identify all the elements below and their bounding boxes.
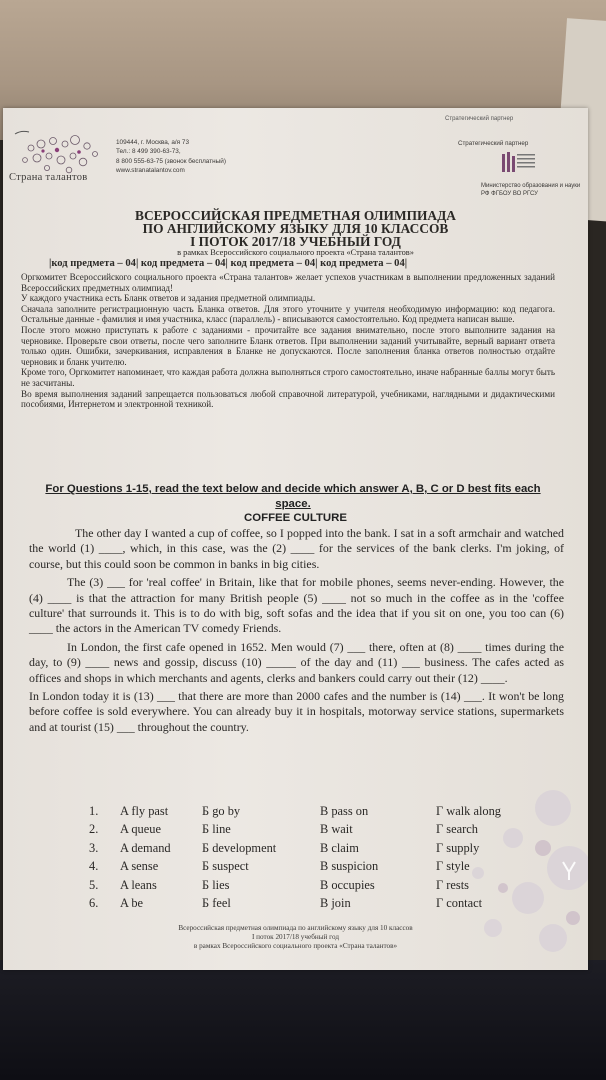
option-a: A leans — [120, 877, 157, 892]
footer-line: I поток 2017/18 учебный год — [251, 933, 339, 942]
intro-paragraph: Во время выполнения заданий запрещается пользоваться любой справочной литературой, учебниками, наглядными и дидактическими пособиями, Интернетом и электронной техникой. — [21, 388, 555, 410]
olympiad-title-line-1: ВСЕРОССИЙСКАЯ ПРЕДМЕТНАЯ ОЛИМПИАДА — [135, 208, 456, 223]
footer-line: в рамках Всероссийского социального проекта «Страна талантов» — [193, 942, 398, 951]
project-subtitle: в рамках Всероссийского социального проекта «Страна талантов» — [177, 248, 414, 257]
address-line: 109444, г. Москва, а/я 73 — [116, 139, 190, 146]
reading-text — [29, 526, 564, 738]
option-d: Г rests — [436, 877, 469, 892]
option-a: A fly past — [120, 804, 169, 818]
question-number: 2. — [89, 822, 99, 837]
option-c: В occupies — [320, 877, 375, 892]
intro-paragraph: Сначала заполните регистрационную часть Бланка ответов. Для этого уточните у учителя необходимую информацию: код педагога. Остальные данные - фамилия и имя участника, класс (параллель) - вписываются самостоятельно. Код предмета написан выше. — [21, 303, 555, 325]
option-c: В pass on — [320, 804, 369, 818]
option-b: Б go by — [202, 804, 241, 818]
answer-row — [89, 820, 559, 838]
instructions-block — [21, 272, 555, 410]
intro-paragraph: У каждого участника есть Бланк ответов и задания предметной олимпиады. — [21, 293, 316, 304]
text-title: COFFEE CULTURE — [244, 512, 347, 524]
task-instruction: For Questions 1-15, read the text below and decide which answer A, B, C or D best fits each space. — [45, 483, 541, 510]
subject-codes: |код предмета – 04| код предмета – 04| код предмета – 04| код предмета – 04| — [49, 258, 408, 269]
option-a: A be — [120, 895, 144, 910]
ministry-label: Министерство образования и науки РФ ФГБОУ ВО РГСУ — [481, 183, 581, 197]
university-logo-icon — [501, 150, 537, 178]
dark-background — [0, 960, 606, 1080]
answer-row — [89, 876, 559, 894]
option-b: Б feel — [202, 895, 231, 910]
question-number: 5. — [89, 877, 99, 892]
text-paragraph: In London, the first cafe opened in 1652. Men would (7) ___ there, often at (8) ____ times during the day, to (9) ____ news and gossip, discuss (10) _____ of the day and (11) ___ business. The cafes acted as offices and shops in which merchants and agents, clerks and bankers could carry out their (12) ____. — [29, 639, 564, 685]
answer-row — [89, 894, 559, 912]
option-c: В wait — [320, 822, 353, 837]
option-a: A queue — [120, 822, 161, 837]
option-a: A demand — [120, 840, 171, 855]
option-c: В suspicion — [320, 859, 379, 874]
olympiad-title-line-3: I ПОТОК 2017/18 УЧЕБНЫЙ ГОД — [190, 234, 401, 249]
phone-line: Тел.: 8 499 390-63-73, — [116, 148, 181, 156]
footer-line: Всероссийская предметная олимпиада по английскому языку для 10 классов — [178, 924, 413, 932]
partner-top-label: Стратегический партнер — [445, 116, 514, 122]
text-paragraph: The other day I wanted a cup of coffee, so I popped into the bank. I sat in a soft armchair and watched the world (1) ____, which, in this case, was the (2) ____ for the services of the bank clerks. I'm joking, of course, but this could soon be common in banks in big cities. — [29, 526, 564, 571]
option-b: Б development — [202, 840, 277, 855]
option-d: Г supply — [436, 840, 480, 855]
answer-options — [89, 802, 559, 912]
olympiad-title-line-2: ПО АНГЛИЙСКОМУ ЯЗЫКУ ДЛЯ 10 КЛАССОВ — [142, 221, 449, 236]
text-paragraph: In London today it is (13) ___ that there are more than 2000 cafes and the number is (14) ___. It won't be long before coffee is sold everywhere. You can already buy it in hospitals, motorway service stations, supermarkets and at tourist (15) ___ throughout the country. — [29, 689, 564, 734]
partner-label: Стратегический партнер — [458, 140, 529, 147]
logo-name: Страна талантов — [9, 172, 88, 183]
option-d: Г style — [436, 859, 470, 874]
question-number: 3. — [89, 840, 99, 855]
question-number: 6. — [89, 895, 99, 910]
option-b: Б suspect — [202, 859, 249, 874]
option-d: Г contact — [436, 895, 483, 910]
intro-paragraph: После этого можно приступать к работе с заданиями - прочитайте все задания внимательно, после этого выполните задания на черновике. Проверьте свои ответы, после чего заполните Бланк ответов. При выполнении заданий учитывайте, верный вариант ответа только один. Ошибки, зачеркивания, исправления в Бланке не допускаются. После заполнения бланка ответов полностью отдайте черновик и бланк учителю. — [21, 324, 555, 367]
question-number: 1. — [89, 804, 99, 818]
intro-paragraph: Оргкомитет Всероссийского социального проекта «Страна талантов» желает успехов участникам в выполнении предложенных заданий Всероссийских предметных олимпиад! — [21, 272, 555, 293]
option-b: Б line — [202, 822, 231, 837]
option-b: Б lies — [202, 877, 230, 892]
website-line: www.stranatalantov.com — [116, 166, 185, 174]
question-number: 4. — [89, 859, 99, 874]
phone-free-line: 8 800 555-63-75 (звонок бесплатный) — [116, 157, 226, 165]
intro-paragraph: Кроме того, Оргкомитет напоминает, что каждая работа должна выполняться строго самостоятельно, иначе набранные баллы могут быть не засчитаны. — [21, 367, 555, 388]
option-c: В claim — [320, 840, 359, 855]
option-d: Г walk along — [436, 804, 501, 818]
answer-row — [89, 857, 559, 875]
option-a: A sense — [120, 859, 159, 874]
page-footer — [3, 924, 588, 952]
text-paragraph: The (3) ___ for 'real coffee' in Britain, like that for mobile phones, seems never-ending. However, the (4) ____ is that the attraction for many British people (5) ____ not so much in the coffee as in the 'coffee culture' that surrounds it. This is to do with big, soft sofas and the idea that if you sit on one, you too can (6) ____ the actors in the American TV comedy Friends. — [29, 575, 564, 636]
answer-row — [89, 802, 559, 820]
document-page — [3, 108, 588, 970]
option-c: В join — [320, 895, 351, 910]
contact-address — [116, 138, 226, 175]
answer-row — [89, 839, 559, 857]
option-d: Г search — [436, 822, 478, 837]
